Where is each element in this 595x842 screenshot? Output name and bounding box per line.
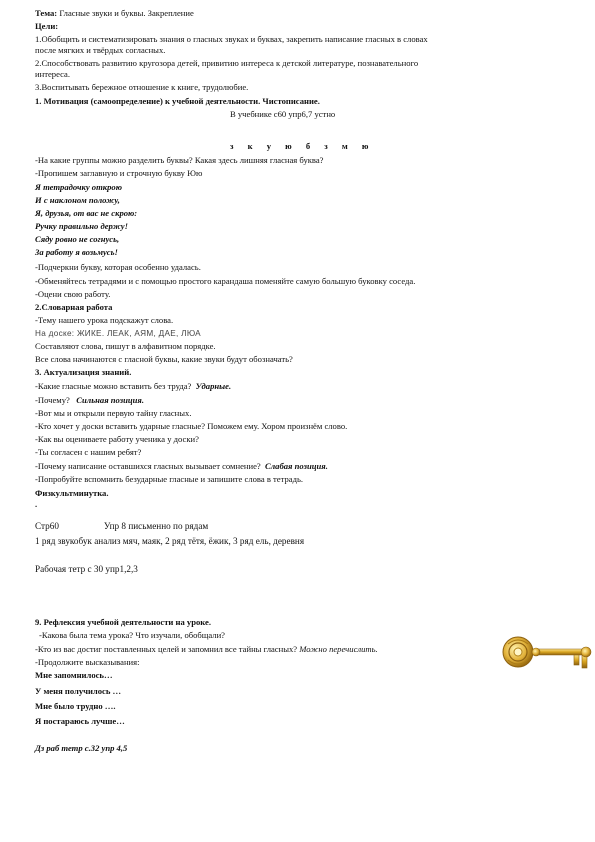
goal-1-line-1: 1.Обобщить и систематизировать знания о гласных звуках и буквах, закрепить написание гласных в словах	[35, 34, 428, 44]
phrase-1: Мне запомнилось…	[35, 670, 113, 680]
reflection-2-answer: Можно перечислить.	[299, 644, 378, 654]
reflection-2	[35, 644, 378, 655]
question-1: -На какие группы можно разделить буквы? Какая здесь лишняя гласная буква?	[35, 155, 324, 165]
topic-label: Тема:	[35, 8, 58, 18]
page-ref: Стр60	[35, 521, 59, 531]
poem-line-6: За работу я возьмусь!	[35, 247, 118, 257]
question-2: -Пропишем заглавную и строчную букву Юю	[35, 168, 203, 178]
step-3-answer-2: Сильная позиция.	[76, 395, 145, 405]
goal-3: 3.Воспитывать бережное отношение к книге, трудолюбие.	[35, 82, 249, 92]
step-3-question-2: -Почему?	[35, 395, 70, 405]
step-3-line-1	[35, 381, 231, 392]
step-3-answer-1: Ударные.	[195, 381, 232, 391]
step-3-line-3: -Вот мы и открыли первую тайну гласных.	[35, 408, 192, 418]
step-3-line-4: -Кто хочет у доски вставить ударные гласные? Поможем ему. Хором произнём слово.	[35, 421, 348, 431]
exercise-8: Упр 8 письменно по рядам	[103, 521, 209, 531]
dot-line: .	[35, 499, 38, 509]
poem-line-5: Сяду ровно не согнусь,	[35, 234, 120, 244]
letter-row: з к у ю б з м ю	[230, 141, 369, 151]
step-3-line-8: -Попробуйте вспомнить безударные гласные и запишите слова в тетрадь.	[35, 474, 304, 484]
step-3-line-5: -Как вы оцениваете работу ученика у доски?	[35, 434, 199, 444]
poem-line-4: Ручку правильно держу!	[35, 221, 128, 231]
step-2-line-3: Все слова начинаются с гласной буквы, какие звуки будут обозначать?	[35, 354, 293, 364]
reflection-3: -Продолжите высказывания:	[35, 657, 140, 667]
step-3-question-1: -Какие гласные можно вставить без труда?	[35, 381, 192, 391]
goals-label: Цели:	[35, 21, 59, 31]
topic-text: Гласные звуки и буквы. Закрепление	[57, 8, 194, 18]
board-words: На доске: ЖИКЕ. ЛЕАК, АЯМ, ДАЕ, ЛЮА	[35, 329, 201, 338]
poem-line-2: И с наклоном положу,	[35, 195, 120, 205]
goal-1-line-2: после мягких и твёрдых согласных.	[35, 45, 166, 55]
step-2-line-1: -Тему нашего урока подскажут слова.	[35, 315, 174, 325]
phrase-3: Мне было трудно ….	[35, 701, 116, 711]
poem-line-3: Я, друзья, от вас не скрою:	[35, 208, 138, 218]
phrase-2: У меня получилось …	[35, 686, 122, 696]
page-ref-line	[35, 521, 208, 532]
reflection-1: -Какова была тема урока? Что изучали, обобщали?	[39, 630, 225, 640]
homework: Дз раб тетр с.32 упр 4,5	[35, 743, 128, 753]
step-3-line-6: -Ты согласен с нашим ребят?	[35, 447, 142, 457]
step-3-answer-7: Слабая позиция.	[265, 461, 328, 471]
step-3-line-2	[35, 395, 144, 406]
step-2-heading: 2.Словарная работа	[35, 302, 113, 312]
workbook-assignment: Рабочая тетр с 30 упр1,2,3	[35, 564, 138, 574]
step-1-heading: 1. Мотивация (самоопределение) к учебной деятельности. Чистописание.	[35, 96, 320, 106]
after-poem-1: -Подчеркни букву, которая особенно удалась.	[35, 262, 201, 272]
textbook-note: В учебнике с60 упр6,7 устно	[230, 109, 336, 119]
after-poem-3: -Оцени свою работу.	[35, 289, 111, 299]
step-2-line-2: Составляют слова, пишут в алфавитном порядке.	[35, 341, 216, 351]
goal-2-line-2: интереса.	[35, 69, 70, 79]
fizminutka: Физкультминутка.	[35, 488, 109, 498]
topic-line	[35, 8, 194, 19]
rows-assignment: 1 ряд звукобук анализ мяч, маяк, 2 ряд тётя, ёжик, 3 ряд ель, деревня	[35, 536, 305, 546]
after-poem-2: -Обменяйтесь тетрадями и с помощью простого карандаша поменяйте самую большую буковку соседа.	[35, 276, 416, 286]
step-3-line-7	[35, 461, 328, 472]
step-3-heading: 3. Актуализация знаний.	[35, 367, 132, 377]
phrase-4: Я постараюсь лучше…	[35, 716, 125, 726]
golden-key-icon	[500, 632, 595, 674]
step-3-question-7: -Почему написание оставшихся гласных вызывает сомнение?	[35, 461, 261, 471]
poem-line-1: Я тетрадочку открою	[35, 182, 122, 192]
reflection-2-question: -Кто из вас достиг поставленных целей и запомнил все тайны гласных?	[35, 644, 298, 654]
goal-2-line-1: 2.Способствовать развитию кругозора детей, привитию интереса к детской литературе, познавательного	[35, 58, 419, 68]
step-9-heading: 9. Рефлексия учебной деятельности на уроке.	[35, 617, 211, 627]
